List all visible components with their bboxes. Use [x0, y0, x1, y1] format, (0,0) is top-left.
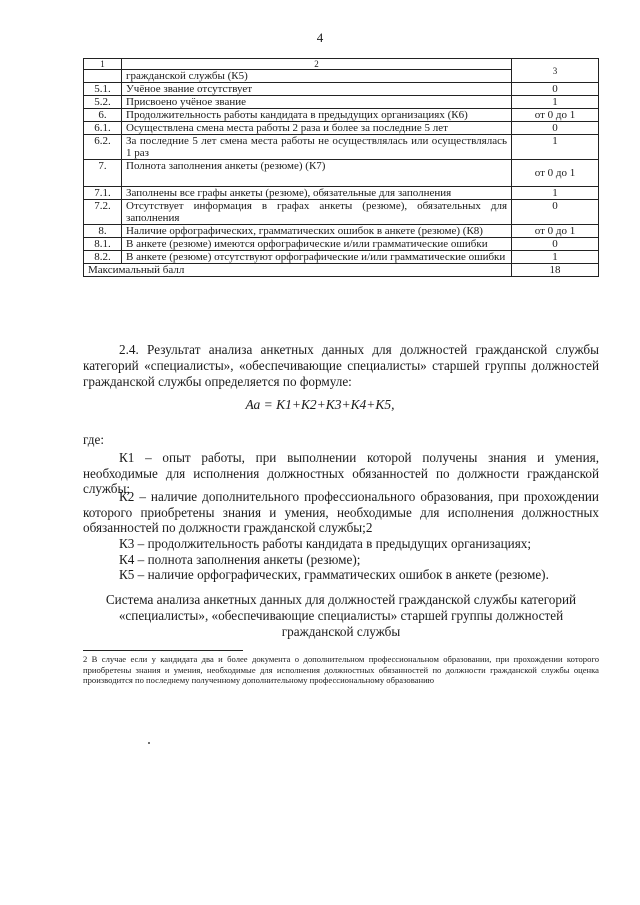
row-text: В анкете (резюме) имеются орфографические и/или грамматические ошибки: [122, 238, 512, 251]
max-score-row: [84, 264, 599, 277]
row-number: 6.: [84, 109, 122, 122]
section-heading: Система анализа анкетных данных для должностей гражданской службы категорий «специалисты», «обеспечивающие специалисты» старшей группы должностей гражданской службы: [105, 592, 577, 639]
table-row: [84, 109, 599, 122]
row-text: Учёное звание отсутствует: [122, 83, 512, 96]
table-row: [84, 187, 599, 200]
row-value: 1: [512, 135, 599, 160]
row-value: от 0 до 1: [512, 225, 599, 238]
footnote-divider: [83, 650, 243, 651]
table-row: [84, 200, 599, 225]
row-value: от 0 до 1: [512, 160, 599, 187]
row-value: 0: [512, 238, 599, 251]
table-row: [84, 160, 599, 187]
row-number: 7.2.: [84, 200, 122, 225]
table-row: [84, 83, 599, 96]
row-text: Отсутствует информация в графах анкеты (резюме), обязательных для заполнения: [122, 200, 512, 225]
definition-k1: К1 – опыт работы, при выполнении которой получены знания и умения, необходимые для исполнения должностных обязанностей по должности гражданской службы;: [83, 450, 599, 496]
table-row: [84, 251, 599, 264]
table-row: [84, 225, 599, 238]
row-value: 0: [512, 200, 599, 225]
row-text: Наличие орфографических, грамматических ошибок в анкете (резюме) (К8): [122, 225, 512, 238]
row-value: 1: [512, 96, 599, 109]
header-col-3: 3: [512, 59, 599, 83]
definition-k2: К2 – наличие дополнительного профессионального образования, при прохождении которого приобретены знания и умения, необходимые для исполнения должностных обязанностей по должности гражданской службы;2: [83, 489, 599, 535]
row-number: 5.2.: [84, 96, 122, 109]
row-number: 8.1.: [84, 238, 122, 251]
where-label: где:: [83, 432, 104, 447]
scan-speck: [148, 742, 150, 744]
row-text: Заполнены все графы анкеты (резюме), обязательные для заполнения: [122, 187, 512, 200]
row-number: 8.2.: [84, 251, 122, 264]
row-value: 0: [512, 122, 599, 135]
row-text: Присвоено учёное звание: [122, 96, 512, 109]
row-number: 6.1.: [84, 122, 122, 135]
definition-k5: К5 – наличие орфографических, грамматических ошибок в анкете (резюме).: [119, 567, 549, 582]
row-text: За последние 5 лет смена места работы не осуществлялась или осуществлялась 1 раз: [122, 135, 512, 160]
row-number: 5.1.: [84, 83, 122, 96]
row-number: 6.2.: [84, 135, 122, 160]
table-row: [84, 238, 599, 251]
formula: Аа = К1+К2+К3+К4+К5,: [245, 397, 395, 412]
max-score-label: Максимальный балл: [84, 264, 512, 277]
continued-text: гражданской службы (К5): [122, 70, 512, 83]
row-number: 7.: [84, 160, 122, 187]
max-score-value: 18: [512, 264, 599, 277]
definition-k4: К4 – полнота заполнения анкеты (резюме);: [119, 552, 361, 567]
definition-k3: К3 – продолжительность работы кандидата в предыдущих организациях;: [119, 536, 532, 551]
header-col-1: 1: [84, 59, 122, 70]
section-2-4-text: 2.4. Результат анализа анкетных данных для должностей гражданской службы категорий «специалисты», «обеспечивающие специалисты» старшей группы должностей гражданской службы определяется по формуле:: [83, 342, 599, 389]
page-number: 4: [316, 30, 324, 45]
table-row: [84, 122, 599, 135]
row-value: от 0 до 1: [512, 109, 599, 122]
footnote: 2 В случае если у кандидата два и более документа о дополнительном профессиональном образовании, при прохождении которого приобретены знания и умения, необходимые для исполнения должностных обязанностей по должности гражданской службы оценка производится по последнему полученному дополнительному профессиональному образованию: [83, 654, 599, 685]
table-row: [84, 96, 599, 109]
row-number: 7.1.: [84, 187, 122, 200]
row-text: Осуществлена смена места работы 2 раза и более за последние 5 лет: [122, 122, 512, 135]
row-text: В анкете (резюме) отсутствуют орфографические и/или грамматические ошибки: [122, 251, 512, 264]
row-value: 1: [512, 187, 599, 200]
row-value: 1: [512, 251, 599, 264]
row-text: Полнота заполнения анкеты (резюме) (К7): [122, 160, 512, 187]
row-value: 0: [512, 83, 599, 96]
criteria-table: [83, 58, 599, 277]
table-header-row: [84, 59, 599, 70]
header-col-2: 2: [122, 59, 512, 70]
table-row: [84, 135, 599, 160]
row-text: Продолжительность работы кандидата в предыдущих организациях (К6): [122, 109, 512, 122]
row-number: 8.: [84, 225, 122, 238]
